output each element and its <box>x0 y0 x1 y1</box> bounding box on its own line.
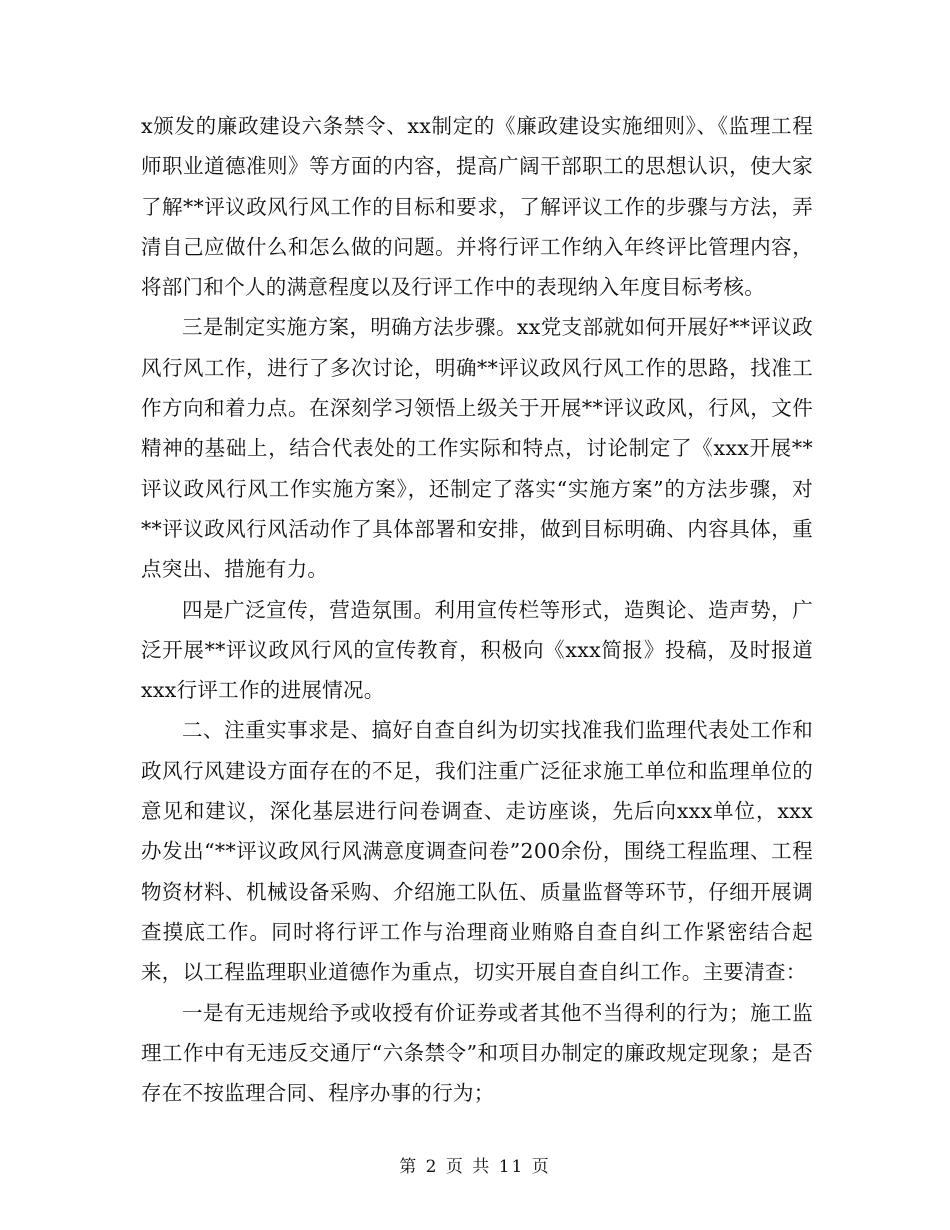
paragraph-5: 一是有无违规给予或收授有价证券或者其他不当得利的行为；施工监理工作中有无违反交通厅“六条禁令”和项目办制定的廉政规定现象；是否存在不按监理合同、程序办事的行为； <box>141 1000 813 1106</box>
paragraph-1: x颁发的廉政建设六条禁令、xx制定的《廉政建设实施细则》、《监理工程师职业道德准则》等方面的内容，提高广阔干部职工的思想认识，使大家了解**评议政风行风工作的目标和要求，了解评议工作的步骤与方法，弄清自己应做什么和怎么做的问题。并将行评工作纳入年终评比管理内容，将部门和个人的满意程度以及行评工作中的表现纳入年度目标考核。 <box>141 114 813 300</box>
paragraph-3: 四是广泛宣传，营造氛围。利用宣传栏等形式，造舆论、造声势，广泛开展**评议政风行风的宣传教育，积极向《xxx简报》投稿，及时报道xxx行评工作的进展情况。 <box>141 597 813 703</box>
paragraph-2: 三是制定实施方案，明确方法步骤。xx党支部就如何开展好**评议政风行风工作，进行了多次讨论，明确**评议政风行风工作的思路，找准工作方向和着力点。在深刻学习领悟上级关于开展**评议政风，行风，文件精神的基础上，结合代表处的工作实际和特点，讨论制定了《xxx开展**评议政风行风工作实施方案》，还制定了落实“实施方案”的方法步骤，对**评议政风行风活动作了具体部署和安排，做到目标明确、内容具体，重点突出、措施有力。 <box>141 315 813 582</box>
page-footer: 第 2 页 共 11 页 <box>399 1157 551 1177</box>
document-body <box>141 106 813 1113</box>
paragraph-4: 二、注重实事求是、搞好自查自纠为切实找准我们监理代表处工作和政风行风建设方面存在的不足，我们注重广泛征求施工单位和监理单位的意见和建议，深化基层进行问卷调查、走访座谈，先后向xxx单位，xxx办发出“**评议政风行风满意度调查问卷”200余份，围绕工程监理、工程物资材料、机械设备采购、介绍施工队伍、质量监督等环节，仔细开展调查摸底工作。同时将行评工作与治理商业贿赂自查自纠工作紧密结合起来，以工程监理职业道德作为重点，切实开展自查自纠工作。主要清查： <box>141 718 813 985</box>
